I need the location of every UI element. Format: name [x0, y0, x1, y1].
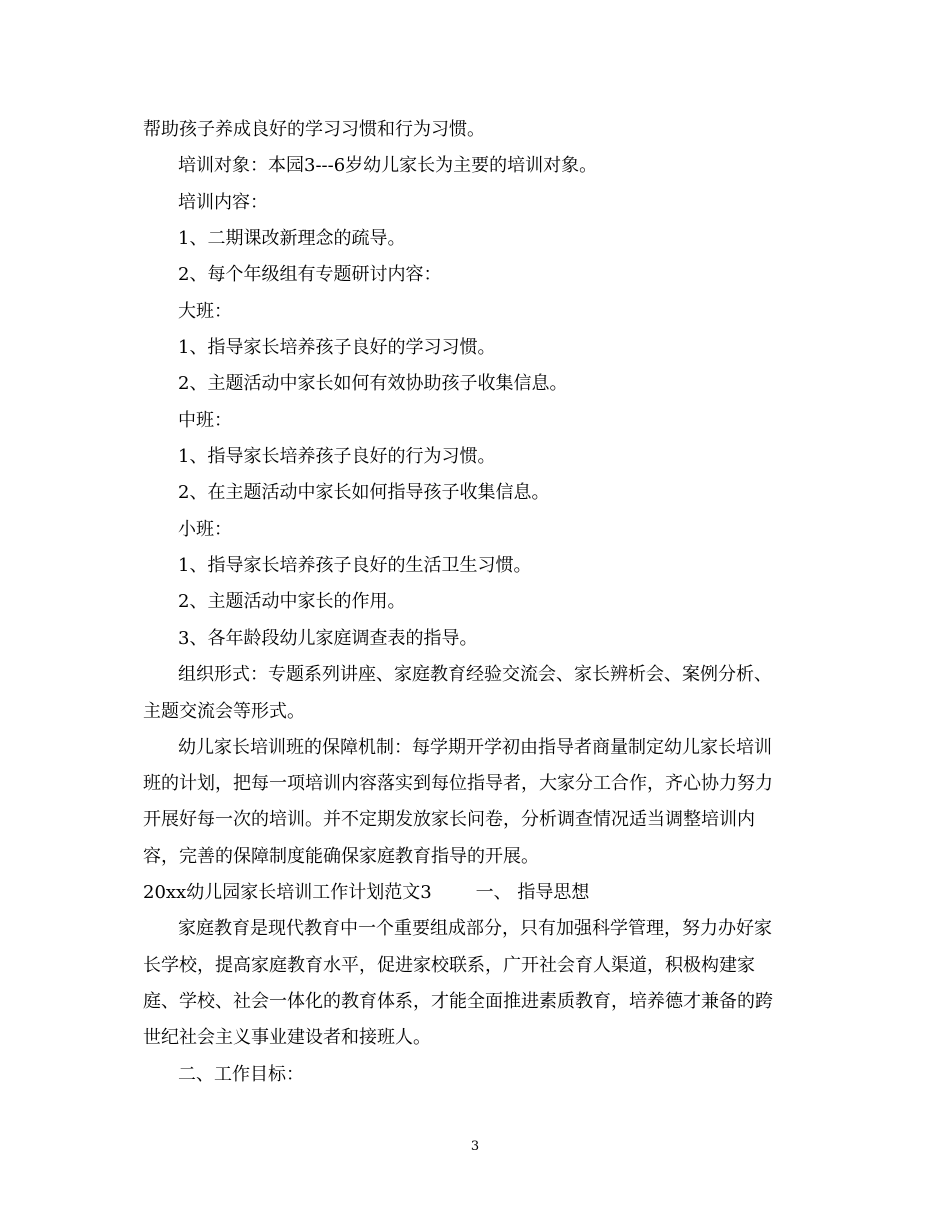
text-line: 组织形式：专题系列讲座、家庭教育经验交流会、家长辨析会、案例分析、 [178, 664, 772, 685]
text-line: 长学校，提高家庭教育水平，促进家校联系，广开社会育人渠道，积极构建家 [143, 955, 755, 976]
text-line: 3、各年龄段幼儿家庭调查表的指导。 [178, 628, 478, 649]
text-line: 容，完善的保障制度能确保家庭教育指导的开展。 [143, 846, 539, 867]
text-line: 世纪社会主义事业建设者和接班人。 [143, 1027, 431, 1048]
text-line: 幼儿家长培训班的保障机制：每学期开学初由指导者商量制定幼儿家长培训 [178, 737, 772, 758]
text-line: 2、主题活动中家长的作用。 [178, 591, 406, 612]
section-heading [143, 882, 589, 904]
text-line: 1、指导家长培养孩子良好的学习习惯。 [178, 337, 496, 358]
text-line: 2、主题活动中家长如何有效协助孩子收集信息。 [178, 373, 568, 394]
text-line: 培训内容： [178, 192, 268, 213]
text-line: 中班： [178, 410, 232, 431]
text-line: 主题交流会等形式。 [143, 701, 305, 722]
text-line: 2、每个年级组有专题研讨内容： [178, 264, 442, 285]
text-line: 家庭教育是现代教育中一个重要组成部分，只有加强科学管理，努力办好家 [178, 918, 772, 939]
section-heading-title: 20xx幼儿园家长培训工作计划范文3 [143, 882, 432, 903]
text-line: 大班： [178, 301, 232, 322]
text-line: 帮助孩子养成良好的学习习惯和行为习惯。 [143, 119, 485, 140]
text-line: 1、指导家长培养孩子良好的行为习惯。 [178, 446, 496, 467]
section-heading-subtitle: 一、 指导思想 [475, 882, 590, 903]
text-line: 1、指导家长培养孩子良好的生活卫生习惯。 [178, 555, 532, 576]
text-line: 开展好每一次的培训。并不定期发放家长问卷，分析调查情况适当调整培训内 [143, 809, 755, 830]
text-line: 1、二期课改新理念的疏导。 [178, 228, 406, 249]
text-line: 2、在主题活动中家长如何指导孩子收集信息。 [178, 482, 550, 503]
text-line: 班的计划，把每一项培训内容落实到每位指导者，大家分工合作，齐心协力努力 [143, 773, 773, 794]
text-line: 培训对象：本园3---6岁幼儿家长为主要的培训对象。 [178, 155, 598, 176]
text-line: 二、工作目标： [178, 1064, 304, 1085]
page-number: 3 [470, 1139, 480, 1154]
text-line: 小班： [178, 519, 232, 540]
text-line: 庭、学校、社会一体化的教育体系，才能全面推进素质教育，培养德才兼备的跨 [143, 991, 773, 1012]
